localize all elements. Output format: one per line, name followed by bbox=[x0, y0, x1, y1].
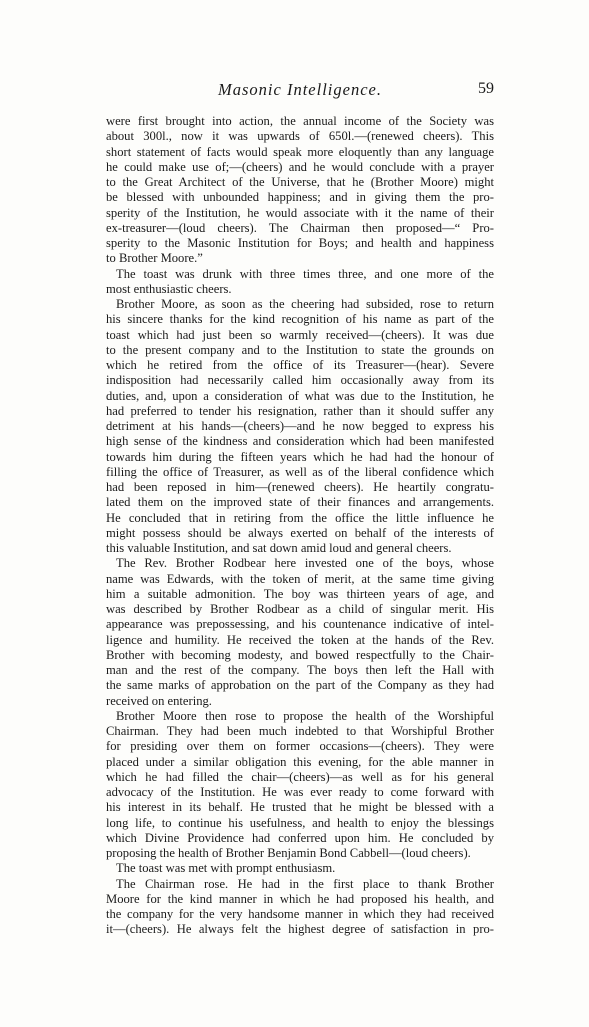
text-line: the company for the very handsome manner in which they had received bbox=[106, 907, 494, 921]
text-line: duties, and, upon a consideration of what was due to the Institution, he bbox=[106, 388, 494, 403]
text-line: filling the office of Treasurer, as well as of the liberal confidence which bbox=[106, 464, 494, 479]
text-line: toast which had just been so warmly received—(cheers). It was due bbox=[106, 327, 494, 342]
running-title: Masonic Intelligence. bbox=[218, 80, 382, 99]
text-line: which he retired from the office of its Treasurer—(hear). Severe bbox=[106, 358, 494, 372]
text-line: name was Edwards, with the token of merit, at the same time giving bbox=[106, 571, 494, 586]
text-line: proposing the health of Brother Benjamin Bond Cabbell—(loud cheers). bbox=[106, 846, 471, 860]
text-line: appearance was prepossessing, and his countenance indicative of intel- bbox=[106, 617, 494, 632]
text-line: him a suitable admonition. The boy was thirteen years of age, and bbox=[106, 586, 494, 601]
text-line: might possess should be always exerted on behalf of the interests of bbox=[106, 525, 494, 540]
text-line: towards him during the fifteen years which he had had the honour of bbox=[106, 449, 494, 464]
text-line: ligence and humility. He received the token at the hands of the Rev. bbox=[106, 632, 494, 647]
page-number: 59 bbox=[478, 80, 494, 97]
text-line: sperity to the Masonic Institution for Boys; and health and happiness bbox=[106, 236, 494, 250]
text-line: the same marks of approbation on the part of the Company as they had bbox=[106, 678, 494, 693]
text-line: to the present company and to the Institution to state the grounds on bbox=[106, 342, 494, 357]
text-line: sperity of the Institution, he would associate with it the name of their bbox=[106, 205, 494, 220]
text-line: Brother Moore then rose to propose the health of the Worshipful bbox=[116, 708, 494, 723]
text-line: his interest in its behalf. He trusted that he might be blessed with a bbox=[106, 800, 494, 815]
text-line: placed under a similar obligation this evening, for the able manner in bbox=[106, 754, 494, 769]
text-line: had been reposed in him—(renewed cheers). He heartily congratu- bbox=[106, 480, 494, 494]
text-line: The toast was drunk with three times three, and one more of the bbox=[116, 266, 494, 281]
text-line: to the Great Architect of the Universe, that he (Brother Moore) might bbox=[106, 175, 494, 189]
text-line: Brother Moore, as soon as the cheering had subsided, rose to return bbox=[116, 297, 494, 311]
text-line: about 300l., now it was upwards of 650l.—(renewed cheers). This bbox=[106, 129, 494, 144]
text-line: his sincere thanks for the kind recognition of his name as part of the bbox=[106, 312, 494, 327]
text-line: be blessed with unbounded happiness; and in giving them the pro- bbox=[106, 190, 494, 205]
running-head bbox=[106, 80, 494, 102]
text-line: The toast was met with prompt enthusiasm. bbox=[116, 861, 336, 876]
body-text bbox=[106, 114, 494, 938]
text-line: The Chairman rose. He had in the first place to thank Brother bbox=[116, 876, 494, 891]
text-line: it—(cheers). He always felt the highest degree of satisfaction in pro- bbox=[106, 922, 494, 937]
text-line: most enthusiastic cheers. bbox=[106, 281, 232, 296]
text-line: Moore for the kind manner in which he had proposed his health, and bbox=[106, 891, 494, 906]
text-line: for presiding over them on former occasions—(cheers). They were bbox=[106, 739, 494, 754]
text-line: detriment at his hands—(cheers)—and he now begged to express his bbox=[106, 419, 494, 433]
text-line: which Divine Providence had conferred upon him. He concluded by bbox=[106, 830, 494, 845]
text-line: The Rev. Brother Rodbear here invested one of the boys, whose bbox=[116, 556, 494, 571]
text-line: advocacy of the Institution. He was ever ready to come forward with bbox=[106, 785, 494, 799]
text-line: long life, to continue his usefulness, and health to enjoy the blessings bbox=[106, 815, 494, 830]
text-line: high sense of the kindness and consideration which had been manifested bbox=[106, 434, 494, 449]
text-line: man and the rest of the company. The boys then left the Hall with bbox=[106, 663, 494, 677]
text-line: was described by Brother Rodbear as a child of singular merit. His bbox=[106, 602, 494, 616]
text-line: which he had filled the chair—(cheers)—as well as for his general bbox=[106, 769, 494, 784]
text-line: short statement of facts would speak more eloquently than any language bbox=[106, 144, 494, 159]
text-line: this valuable Institution, and sat down amid loud and general cheers. bbox=[106, 541, 452, 555]
text-line: to Brother Moore.” bbox=[106, 251, 203, 266]
text-line: received on entering. bbox=[106, 693, 212, 708]
text-line: lated them on the improved state of their finances and arrangements. bbox=[106, 495, 494, 510]
text-line: Chairman. They had been much indebted to that Worshipful Brother bbox=[106, 724, 494, 738]
text-line: indisposition had necessarily called him occasionally away from its bbox=[106, 373, 494, 388]
text-line: he could make use of;—(cheers) and he would conclude with a prayer bbox=[106, 159, 494, 174]
text-line: He concluded that in retiring from the office the little influence he bbox=[106, 510, 494, 525]
text-line: Brother with becoming modesty, and bowed respectfully to the Chair- bbox=[106, 647, 494, 662]
text-line: had preferred to tender his resignation, rather than it should suffer any bbox=[106, 403, 494, 418]
text-line: were first brought into action, the annual income of the Society was bbox=[106, 114, 494, 128]
text-line: ex-treasurer—(loud cheers). The Chairman then proposed—“ Pro- bbox=[106, 220, 494, 235]
